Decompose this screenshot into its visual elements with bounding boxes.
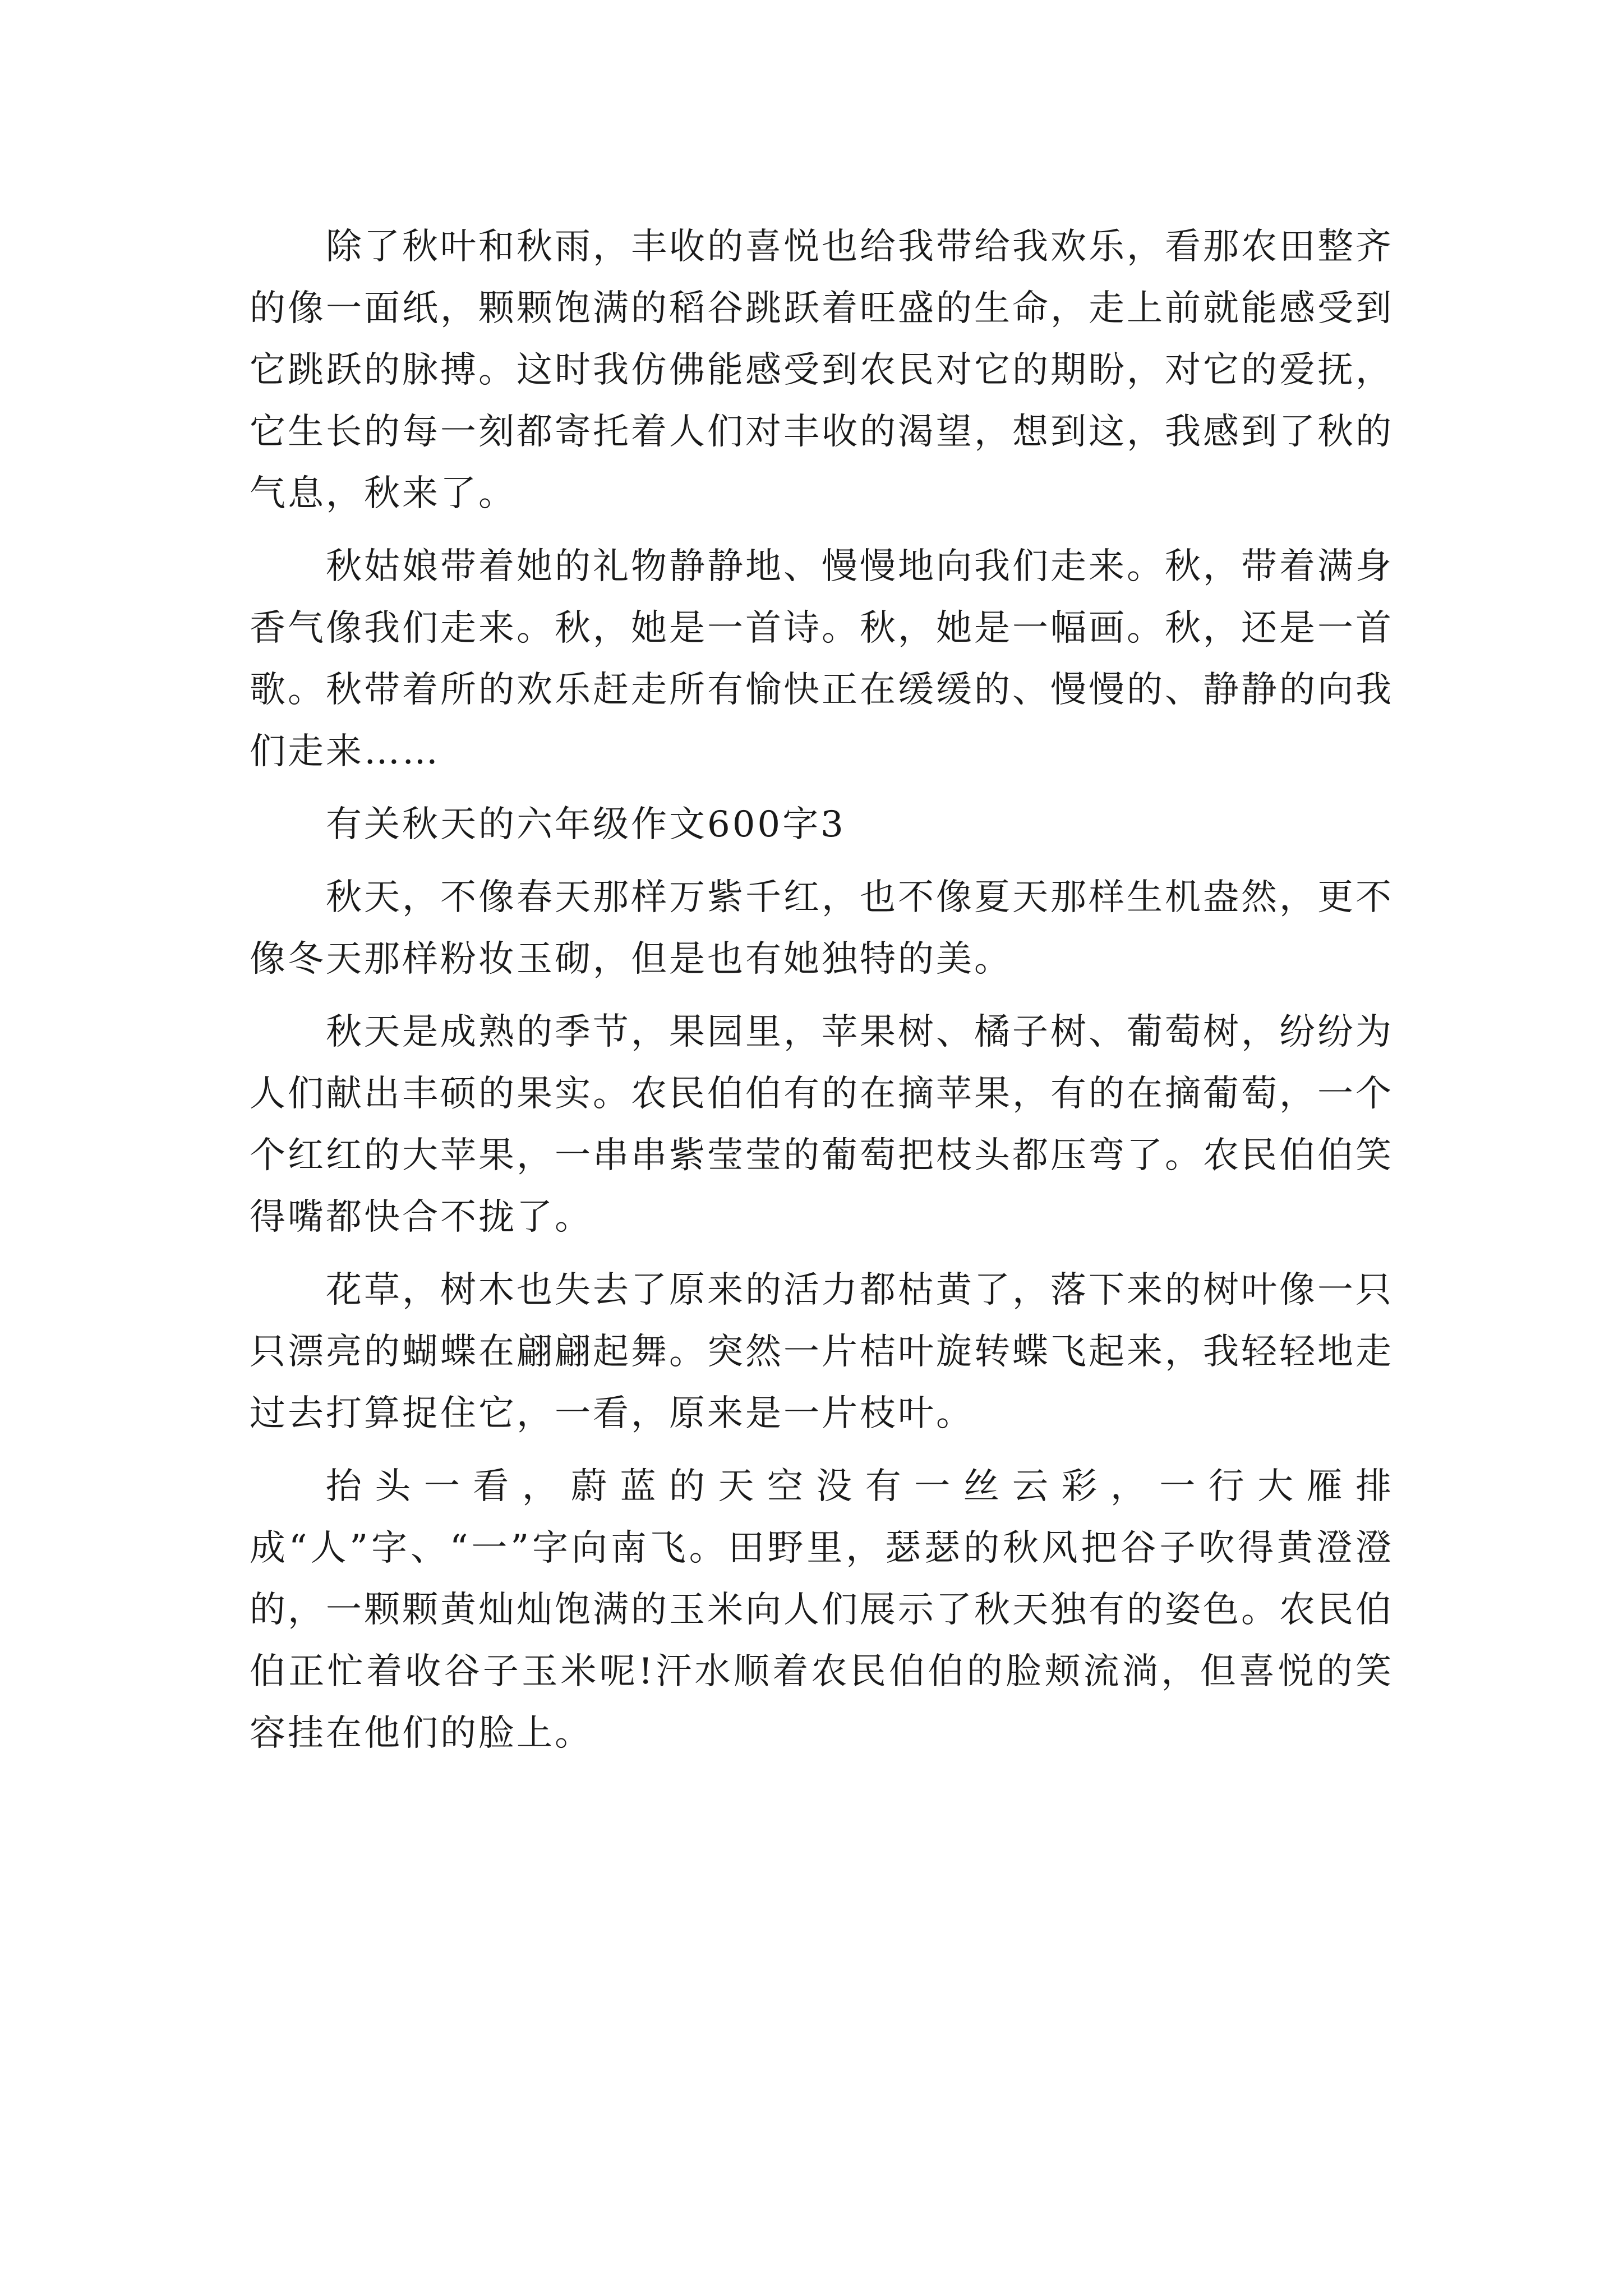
paragraph-autumn-girl: 秋姑娘带着她的礼物静静地、慢慢地向我们走来。秋，带着满身香气像我们走来。秋，她是一首诗。秋，她是一幅画。秋，还是一首歌。秋带着所的欢乐赶走所有愉快正在缓缓的、慢慢的、静静的向我们走来…… bbox=[250, 546, 1394, 772]
paragraph-falling-leaves: 花草，树木也失去了原来的活力都枯黄了，落下来的树叶像一只只漂亮的蝴蝶在翩翩起舞。突然一片桔叶旋转蝶飞起来，我轻轻地走过去打算捉住它，一看，原来是一片枝叶。 bbox=[250, 1269, 1394, 1434]
paragraph-sky-fields: 抬头一看，蔚蓝的天空没有一丝云彩，一行大雁排成“人”字、“一”字向南飞。田野里，瑟瑟的秋风把谷子吹得黄澄澄的，一颗颗黄灿灿饱满的玉米向人们展示了秋天独有的姿色。农民伯伯正忙着收谷子玉米呢!汗水顺着农民伯伯的脸颊流淌，但喜悦的笑容挂在他们的脸上。 bbox=[250, 1466, 1394, 1754]
paragraph-orchard: 秋天是成熟的季节，果园里，苹果树、橘子树、葡萄树，纷纷为人们献出丰硕的果实。农民伯伯有的在摘苹果，有的在摘葡萄，一个个红红的大苹果，一串串紫莹莹的葡萄把枝头都压弯了。农民伯伯笑得嘴都快合不拢了。 bbox=[250, 1011, 1394, 1238]
document-body bbox=[250, 216, 1394, 1775]
paragraph-harvest-joy: 除了秋叶和秋雨，丰收的喜悦也给我带给我欢乐，看那农田整齐的像一面纸，颗颗饱满的稻谷跳跃着旺盛的生命，走上前就能感受到它跳跃的脉搏。这时我仿佛能感受到农民对它的期盼，对它的爱抚，它生长的每一刻都寄托着人们对丰收的渴望，想到这，我感到了秋的气息，秋来了。 bbox=[250, 226, 1394, 514]
paragraph-autumn-beauty: 秋天，不像春天那样万紫千红，也不像夏天那样生机盎然，更不像冬天那样粉妆玉砌，但是也有她独特的美。 bbox=[250, 877, 1394, 980]
essay-title: 有关秋天的六年级作文600字3 bbox=[326, 804, 846, 845]
